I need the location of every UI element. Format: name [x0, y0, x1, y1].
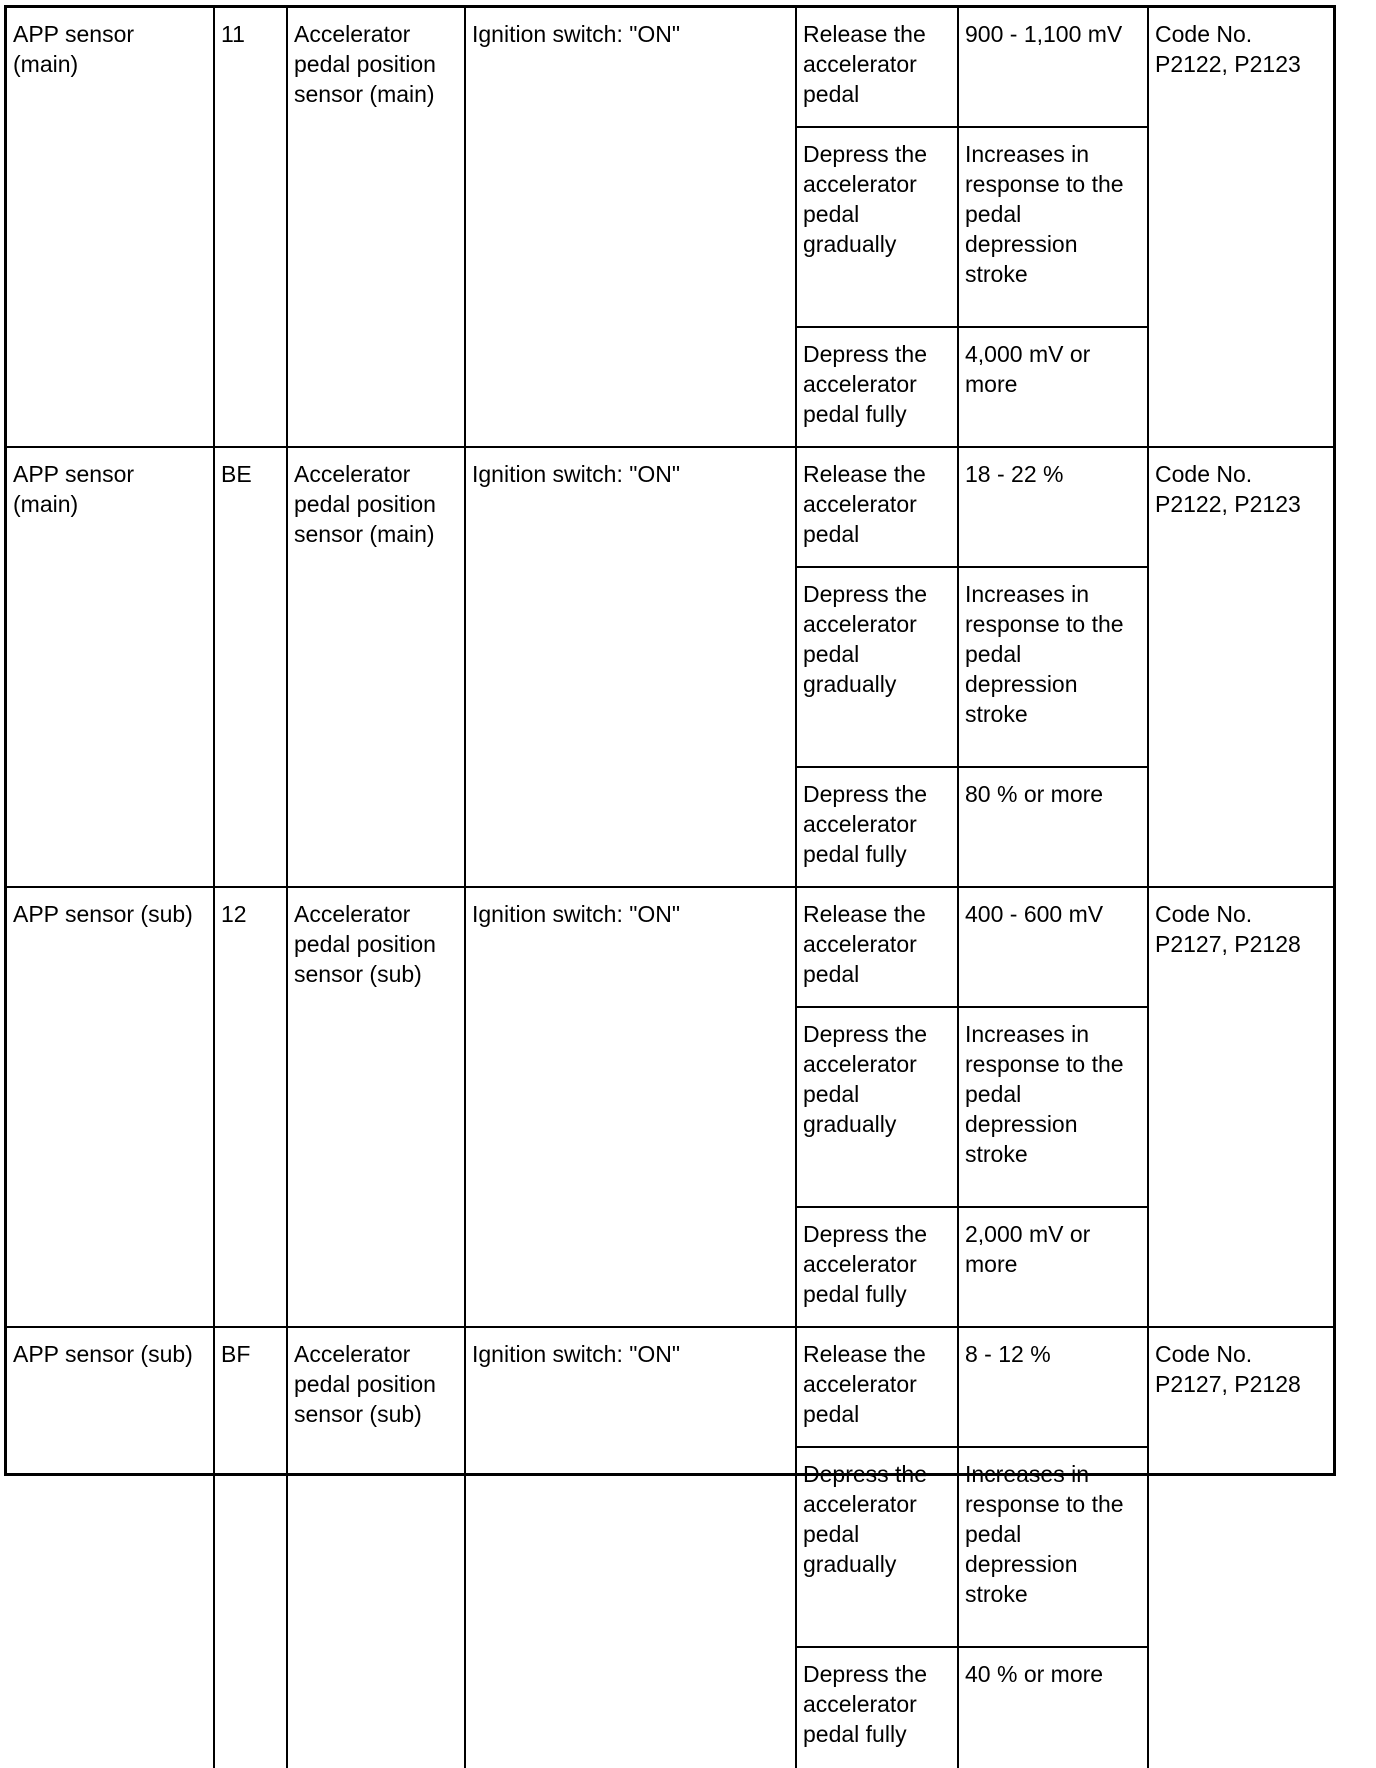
- value-cell: 80 % or more: [959, 768, 1149, 888]
- value-cell: Increases in response to the pedal depression stroke: [959, 128, 1149, 328]
- value-cell: 4,000 mV or more: [959, 328, 1149, 448]
- reference-cell: Code No. P2122, P2123: [1149, 8, 1333, 448]
- operation-cell: Depress the accelerator pedal gradually: [797, 1448, 959, 1648]
- operation-cell: Release the accelerator pedal: [797, 1328, 959, 1448]
- operation-cell: Depress the accelerator pedal fully: [797, 768, 959, 888]
- condition-cell: Ignition switch: "ON": [466, 8, 797, 448]
- spec-table: [4, 5, 1336, 1747]
- terminal-cell: BF: [215, 1328, 288, 1768]
- condition-cell: Ignition switch: "ON": [466, 448, 797, 888]
- component-cell: APP sensor (main): [7, 448, 215, 888]
- operation-cell: Release the accelerator pedal: [797, 8, 959, 128]
- value-cell: Increases in response to the pedal depression stroke: [959, 1008, 1149, 1208]
- value-cell: 900 - 1,100 mV: [959, 8, 1149, 128]
- condition-cell: Ignition switch: "ON": [466, 1328, 797, 1768]
- signal-cell: Accelerator pedal position sensor (main): [288, 448, 466, 888]
- value-cell: Increases in response to the pedal depression stroke: [959, 568, 1149, 768]
- value-cell: 40 % or more: [959, 1648, 1149, 1768]
- operation-cell: Depress the accelerator pedal fully: [797, 328, 959, 448]
- signal-cell: Accelerator pedal position sensor (sub): [288, 888, 466, 1328]
- value-cell: Increases in response to the pedal depression stroke: [959, 1448, 1149, 1648]
- terminal-cell: 11: [215, 8, 288, 448]
- operation-cell: Depress the accelerator pedal fully: [797, 1648, 959, 1768]
- value-cell: 2,000 mV or more: [959, 1208, 1149, 1328]
- operation-cell: Depress the accelerator pedal fully: [797, 1208, 959, 1328]
- operation-cell: Depress the accelerator pedal gradually: [797, 128, 959, 328]
- component-cell: APP sensor (sub): [7, 1328, 215, 1768]
- reference-cell: Code No. P2127, P2128: [1149, 888, 1333, 1328]
- operation-cell: Release the accelerator pedal: [797, 448, 959, 568]
- condition-cell: Ignition switch: "ON": [466, 888, 797, 1328]
- value-cell: 18 - 22 %: [959, 448, 1149, 568]
- component-cell: APP sensor (main): [7, 8, 215, 448]
- operation-cell: Release the accelerator pedal: [797, 888, 959, 1008]
- reference-cell: Code No. P2127, P2128: [1155, 1341, 1301, 1397]
- value-cell: 8 - 12 %: [959, 1328, 1149, 1448]
- terminal-cell: BE: [215, 448, 288, 888]
- signal-cell: Accelerator pedal position sensor (main): [288, 8, 466, 448]
- operation-cell: Depress the accelerator pedal gradually: [797, 1008, 959, 1208]
- reference-cell: Code No. P2122, P2123: [1149, 448, 1333, 888]
- value-cell: 400 - 600 mV: [959, 888, 1149, 1008]
- signal-cell: Accelerator pedal position sensor (sub): [288, 1328, 466, 1768]
- operation-cell: Depress the accelerator pedal gradually: [797, 568, 959, 768]
- terminal-cell: 12: [215, 888, 288, 1328]
- component-cell: APP sensor (sub): [7, 888, 215, 1328]
